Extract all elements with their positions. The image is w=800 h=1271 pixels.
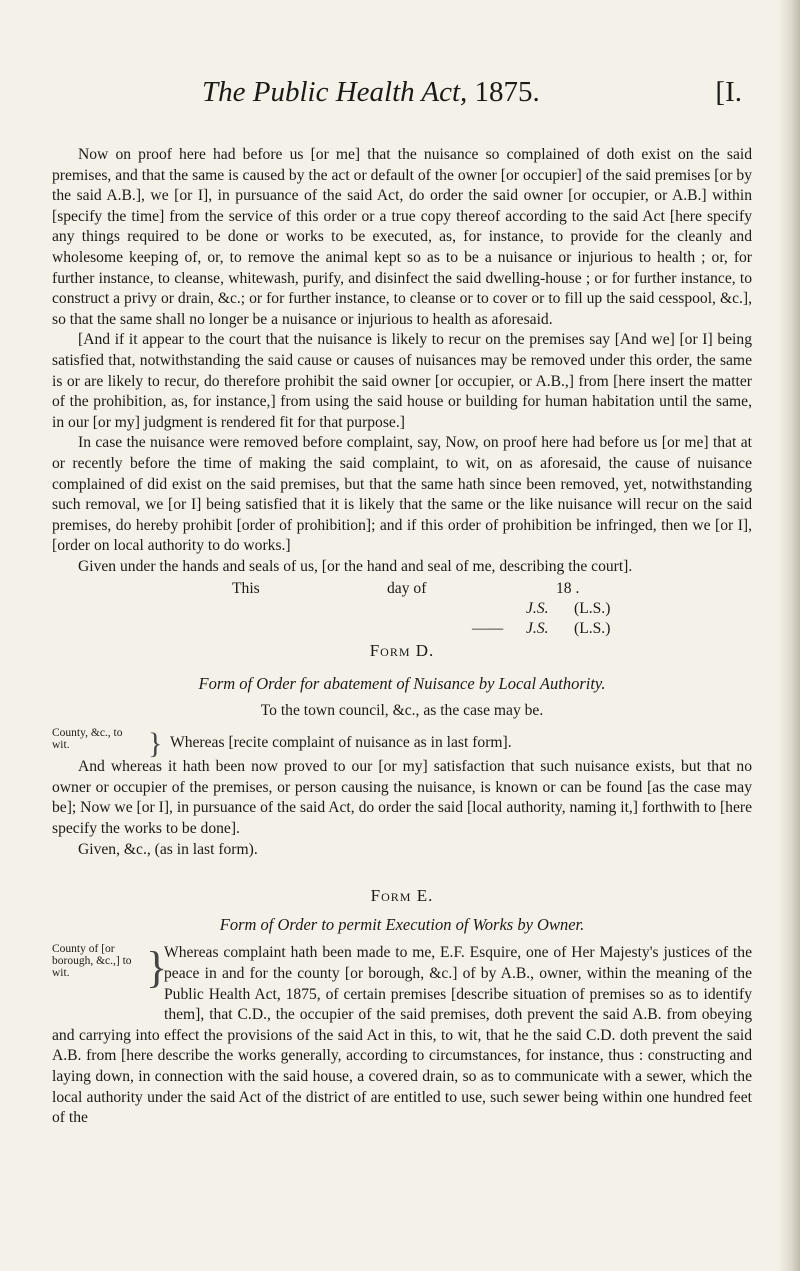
seal-dash-2: —— <box>472 620 504 638</box>
form-d-given: Given, &c., (as in last form). <box>78 840 258 858</box>
running-head-section: [I. <box>715 76 742 108</box>
form-e-margin <box>52 943 168 1005</box>
form-e-paragraph: Whereas complaint hath been made to me, E.F. Esquire, one of Her Majesty's justices of the peace in and for the county [or borough, &c.] of by A.B., owner, within the meaning of the Public Health Act, 1875, of certain premises [describe situation of premises so as to identify them], that C.D., the occupier of the said premises, doth prevent the said A.B. from obeying and carrying into effect the provisions of the said Act in this, to wit, that he the said C.D. doth prevent the said A.B. from [here describe the works generally, according to circumstances, for instance, thus : constructing and laying down, in connection with the said house, a covered drain, so as to communicate with a sewer, which the local authority under the said Act of the district of are entitled to use, such sewer being within one hundred feet of the <box>52 944 752 1127</box>
page-body <box>52 145 752 1129</box>
form-d-whereas-row <box>52 727 752 761</box>
form-e-heading: Form E. <box>370 886 434 906</box>
date-this: This <box>232 580 260 598</box>
form-d-margin-label: County, &c., to wit. <box>52 727 123 752</box>
form-d-heading: Form D. <box>369 641 435 661</box>
running-head <box>202 76 742 109</box>
form-d-whereas: Whereas [recite complaint of nuisance as in last form]. <box>170 734 512 752</box>
form-d-brace: } <box>148 727 163 761</box>
page-edge-shadow <box>778 0 800 1271</box>
running-head-title: The Public Health Act, <box>202 76 468 108</box>
form-e-margin-label: County of [or borough, &c.,] to wit. <box>52 943 132 980</box>
seal-mark-2: (L.S.) <box>574 620 611 638</box>
form-d-subtitle: Form of Order for abatement of Nuisance by Local Authority. <box>198 674 606 694</box>
paragraph-recur: [And if it appear to the court that the nuisance is likely to recur on the premises say [And we] [or I] being satisfied that, notwithstanding the said cause or causes of nuisances may be removed under this order, the same is or are likely to recur, do therefore prohibit the said owner [or occupier, or A.B.,] from [here insert the matter of the prohibition, as, for instance,] from using the said house or building for human habitation until the same, in our [or my] judgment is rendered fit for that purpose.] <box>52 331 752 431</box>
signature-block <box>52 579 752 641</box>
seal-mark-1: (L.S.) <box>574 600 611 618</box>
seal-initials-2: J.S. <box>526 620 549 638</box>
paragraph-given: Given under the hands and seals of us, [or the hand and seal of me, describing the court]. <box>78 557 633 575</box>
form-e-body <box>52 943 752 1128</box>
date-day-of: day of <box>387 580 427 598</box>
form-d-paragraph: And whereas it hath been now proved to our [or my] satisfaction that such nuisance exists, but that no owner or occupier of the premises, or person causing the nuisance, is known or can be found [as the case may be]; Now we [or I], in pursuance of the said Act, do order the said [local authority, naming it,] forthwith to [here specify the works to be done]. <box>52 758 752 838</box>
form-d-address: To the town council, &c., as the case may be. <box>260 701 544 719</box>
form-e-brace: } <box>146 943 168 993</box>
form-e-subtitle: Form of Order to permit Execution of Works by Owner. <box>219 914 585 934</box>
running-head-year: 1875. <box>474 76 540 108</box>
paragraph-order: Now on proof here had before us [or me] that the nuisance so complained of doth exist on the said premises, and that the same is caused by the act or default of the owner [or occupier] of the said premises [or by the said A.B.], we [or I], in pursuance of the said Act, do order the said owner [or occupier, or A.B.] within [specify the time] from the service of this order or a true copy thereof according to the said Act [here specify any things required to be done or works to be executed, as, for instance, to provide for the cleanly and wholesome keeping of, or, to remove the animal kept so as to be a nuisance or injurious to health ; or, for further instance, to cleanse, whitewash, purify, and disinfect the said dwelling-house ; or for further instance, to construct a privy or drain, &c.; or for further instance, to cleanse or to cover or to fill up the said cesspool, &c.], so that the same shall no longer be a nuisance or injurious to health as aforesaid. <box>52 146 752 328</box>
paragraph-removed: In case the nuisance were removed before complaint, say, Now, on proof here had before us [or me] that at or recently before the time of making the said complaint, to wit, on as aforesaid, the cause of nuisance complained of did exist on the said premises, but that the same hath since been removed, yet, notwithstanding such removal, we [or I] being satisfied that it is likely that the same or the like nuisance will recur on the said premises, do hereby prohibit [order of prohibition]; and if this order of prohibition be infringed, then we [or I], [order on local authority to do works.] <box>52 434 752 555</box>
date-year: 18 . <box>556 580 580 598</box>
seal-initials-1: J.S. <box>526 600 549 618</box>
